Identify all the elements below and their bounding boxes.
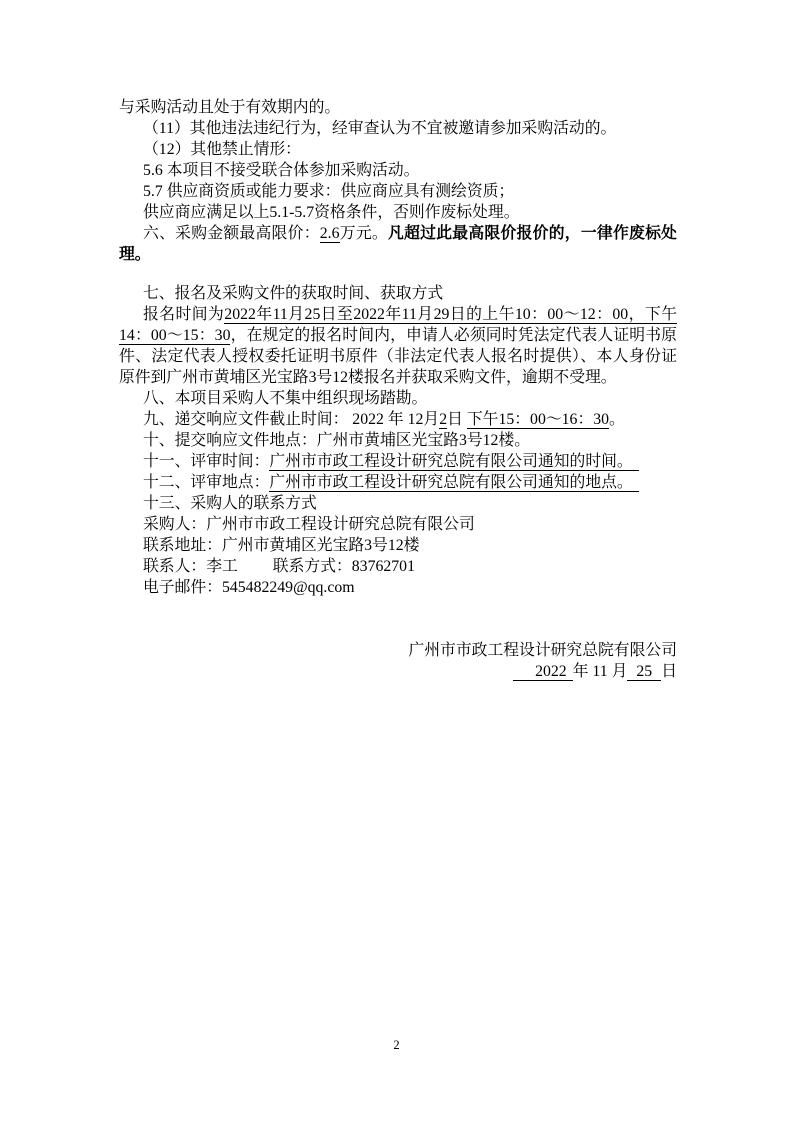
review-time-label: 十一、评审时间：: [143, 453, 270, 470]
signature-date-day-underlined: 25: [627, 663, 661, 681]
paragraph-purchaser: 采购人：广州市市政工程设计研究总院有限公司: [143, 516, 475, 533]
paragraph-email: 电子邮件：545482249@qq.com: [143, 579, 355, 596]
paragraph-qualification-note: 供应商应满足以上5.1-5.7资格条件，否则作废标处理。: [143, 204, 520, 221]
contact-person: 联系人：李工: [143, 558, 238, 575]
paragraph-max-price: [119, 223, 677, 265]
signature-date: [119, 661, 677, 682]
blank-line: [119, 265, 677, 283]
paragraph-review-place: [119, 472, 677, 493]
signature-date-year-underlined: 2022: [513, 663, 573, 681]
paragraph-review-time: [119, 451, 677, 472]
registration-prefix: 报名时间为: [143, 306, 225, 323]
paragraph-section-7-heading: 七、报名及采购文件的获取时间、获取方式: [143, 285, 444, 302]
registration-rest: ，在规定的报名时间内，申请人必须同时凭法定代表人证明书原件、法定代表人授权委托证明书原件（非法定代表人报名时提供）、本人身份证原件到广州市黄埔区光宝路3号12楼报名并获取采购文件，逾期不受理。: [119, 327, 677, 386]
paragraph-clause-5-6: 5.6 本项目不接受联合体参加采购活动。: [143, 162, 420, 179]
deadline-time-underlined: 下午15：00～16：30: [466, 411, 610, 428]
paragraph-section-10: 十、提交响应文件地点：广州市黄埔区光宝路3号12楼。: [143, 432, 531, 449]
page-number: 2: [393, 1038, 400, 1052]
deadline-prefix: 九、递交响应文件截止时间： 2022 年 12月: [143, 411, 440, 428]
signature-company: 广州市市政工程设计研究总院有限公司: [408, 642, 677, 659]
signature-block: [119, 640, 677, 682]
review-place-value-underlined: 广州市市政工程设计研究总院有限公司通知的地点。: [269, 474, 638, 492]
paragraph-validity-tail: 与采购活动且处于有效期内的。: [119, 99, 341, 116]
signature-date-suffix: 日: [661, 663, 677, 680]
signature-date-mid: 年 11 月: [572, 663, 628, 680]
max-price-warning: 凡超过此最高限价报价的，一律作废标处理。: [119, 225, 677, 263]
paragraph-item-11: （11）其他违法违纪行为，经审查认为不宜被邀请参加采购活动的。: [143, 120, 617, 137]
deadline-suffix: 。: [609, 411, 625, 428]
paragraph-registration-time: [119, 304, 677, 388]
paragraph-section-13-heading: 十三、采购人的联系方式: [143, 495, 317, 512]
review-time-value-underlined: 广州市市政工程设计研究总院有限公司通知的时间。: [269, 453, 638, 471]
max-price-amount-underlined: 2.6: [319, 225, 340, 242]
deadline-mid: 日: [447, 411, 467, 428]
contact-phone: 联系方式：83762701: [272, 558, 415, 575]
registration-period-underlined: 2022年11月25日至2022年11月29日的上午10：00～12：00，下午14：00～15：30: [119, 306, 677, 344]
deadline-day-underlined: 2: [439, 411, 448, 428]
paragraph-address: 联系地址：广州市黄埔区光宝路3号12楼: [143, 537, 420, 554]
paragraph-contact: [119, 556, 677, 577]
paragraph-deadline: [119, 409, 677, 430]
review-place-label: 十二、评审地点：: [143, 474, 270, 491]
max-price-unit: 万元。: [339, 225, 388, 242]
paragraph-clause-5-7: 5.7 供应商资质或能力要求：供应商应具有测绘资质；: [143, 183, 515, 200]
paragraph-section-8: 八、本项目采购人不集中组织现场踏勘。: [143, 390, 428, 407]
paragraph-item-12: （12）其他禁止情形：: [143, 141, 301, 158]
max-price-label: 六、采购金额最高限价：: [143, 225, 320, 242]
blank-space: [119, 598, 677, 640]
